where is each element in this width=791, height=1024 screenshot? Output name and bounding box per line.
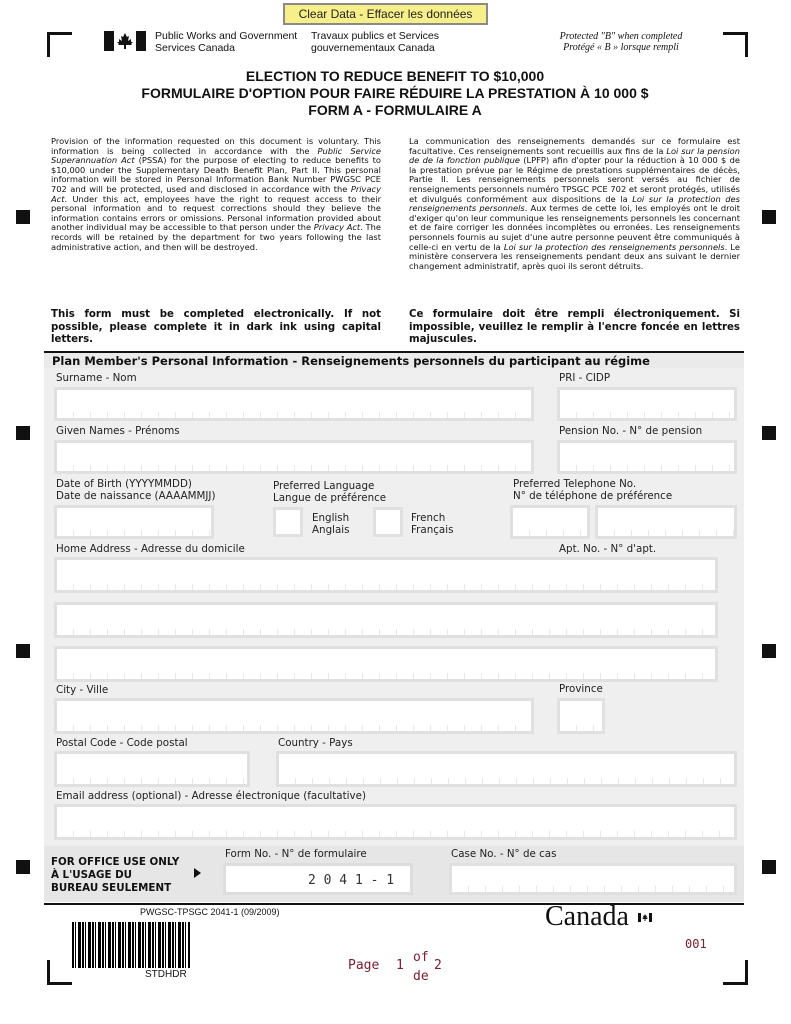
page-of-label: of	[413, 950, 429, 965]
address-line-2-input[interactable]	[54, 602, 718, 638]
country-label: Country - Pays	[278, 737, 353, 749]
case-no-label: Case No. - N° de cas	[451, 848, 557, 860]
email-input[interactable]	[54, 804, 737, 840]
postal-code-input[interactable]	[54, 751, 250, 787]
privacy-statement-fr: La communication des renseignements demandés sur ce formulaire est facultative. Ces renseignements sont recueillis aux fins de la Loi sur la pension de de la fonction publique (LPFP) afin d'opter pour la réduction à 10 000 $ de la prestation prévue par le Régime de prestations supplémentaires de décès, Partie II. Les renseignements personnels seront versés au fichier de renseignements personnels numéro TPSGC PCE 702 et seront protégés, utilisés et divulgués conformément aux dispositions de la Loi sur la protection des renseignements personnels. Aux termes de cette loi, les employés ont le droit d'exiger qu'on leur communique les renseignements personnels les concernant et de faire corriger les données incomplètes ou erronées. Les renseignements personnels fournis au sujet d'une autre personne peuvent être communiqués à celle-ci en vertu de la Loi sur la protection des renseignements personnels. Le ministère conservera les renseignements pendant deux ans suivant le dernier changement administratif, après quoi ils seront détruits.	[409, 136, 741, 271]
registration-square	[16, 426, 30, 440]
form-code: PWGSC-TPSGC 2041-1 (09/2009)	[140, 907, 280, 917]
page-total: 2	[434, 958, 442, 973]
completion-notice-en: This form must be completed electronically. If not possible, please complete it in dark ink using capital letters.	[51, 309, 381, 345]
pension-no-label: Pension No. - N° de pension	[559, 425, 703, 437]
registration-square	[762, 426, 776, 440]
city-label: City - Ville	[56, 684, 109, 696]
corner-mark-top-right	[723, 32, 748, 57]
case-no-input[interactable]	[449, 863, 737, 895]
phone-number-input[interactable]	[595, 505, 737, 539]
pri-label: PRI - CIDP	[559, 372, 611, 384]
given-names-input[interactable]	[54, 440, 534, 474]
surname-label: Surname - Nom	[56, 372, 137, 384]
completion-notice-fr: Ce formulaire doit être rempli électroniquement. Si impossible, veuillez le remplir à l'encre foncée en lettres majuscules.	[409, 309, 740, 345]
city-input[interactable]	[54, 698, 534, 734]
registration-square	[16, 644, 30, 658]
department-name-en: Public Works and Government Services Canada	[155, 30, 298, 54]
pension-no-input[interactable]	[557, 440, 737, 474]
registration-square	[762, 210, 776, 224]
section-title: Plan Member's Personal Information - Renseignements personnels du participant au régime	[44, 351, 744, 368]
corner-mark-bottom-right	[723, 960, 748, 985]
address-line-3-input[interactable]	[54, 646, 718, 682]
form-no-value: 2 0 4 1 - 1	[308, 873, 395, 888]
protected-b-notice: Protected "B" when completed Protégé « B » lorsque rempli	[559, 31, 683, 53]
registration-square	[16, 860, 30, 874]
email-label: Email address (optional) - Adresse électronique (facultative)	[56, 790, 366, 802]
pri-input[interactable]	[557, 387, 737, 421]
province-input[interactable]	[557, 698, 605, 734]
english-checkbox[interactable]	[273, 507, 303, 537]
footer-rule	[44, 903, 744, 905]
postal-code-label: Postal Code - Code postal	[56, 737, 188, 749]
arrow-right-icon	[194, 868, 201, 878]
form-no-label: Form No. - N° de formulaire	[225, 848, 367, 860]
dob-label: Date of Birth (YYYYMMDD) Date de naissance (AAAAMMJJ)	[56, 478, 216, 502]
sequence-number: 001	[685, 937, 707, 951]
phone-area-code-input[interactable]	[510, 505, 590, 539]
department-name-fr: Travaux publics et Services gouvernementaux Canada	[311, 30, 439, 54]
address-line-1-input[interactable]	[54, 557, 718, 593]
registration-square	[762, 644, 776, 658]
home-address-label: Home Address - Adresse du domicile	[56, 543, 245, 555]
french-label: French Français	[411, 512, 454, 536]
clear-data-button[interactable]: Clear Data - Effacer les données	[283, 3, 488, 25]
page-de-label: de	[413, 969, 429, 984]
registration-square	[16, 210, 30, 224]
given-names-label: Given Names - Prénoms	[56, 425, 180, 437]
wordmark-flag-icon	[638, 907, 652, 916]
french-checkbox[interactable]	[373, 507, 403, 537]
page-current: 1	[396, 958, 404, 973]
province-label: Province	[559, 683, 603, 695]
office-use-label: FOR OFFICE USE ONLY À L'USAGE DU BUREAU SEULEMENT	[51, 856, 180, 894]
surname-input[interactable]	[54, 387, 534, 421]
canada-wordmark: Canada	[545, 901, 629, 932]
form-title: ELECTION TO REDUCE BENEFIT TO $10,000 FORMULAIRE D'OPTION POUR FAIRE RÉDUIRE LA PRESTATION À 10 000 $ FORM A - FORMULAIRE A	[141, 68, 649, 118]
country-input[interactable]	[276, 751, 737, 787]
phone-label: Preferred Telephone No. N° de téléphone de préférence	[513, 478, 673, 502]
corner-mark-top-left	[47, 32, 72, 57]
dob-input[interactable]	[54, 505, 214, 539]
english-label: English Anglais	[312, 512, 350, 536]
privacy-statement-en: Provision of the information requested on this document is voluntary. This information is being collected in accordance with the Public Service Superannuation Act (PSSA) for the purpose of electing to reduce benefits to $10,000 under the Supplementary Death Benefit Plan, Part II. This personal information will be stored in Personal Information Bank Number PWGSC PCE 702 and will be protected, used and disclosed in accordance with the Privacy Act. Under this act, employees have the right to request access to their personal information and to request corrections should they believe the information contains errors or omissions. Personal information provided about another individual may be accessible to that person under the Privacy Act. The records will be retained by the department for two years following the last administrative action, and then will be destroyed.	[51, 136, 381, 252]
form-no-field	[223, 863, 413, 895]
canada-flag-icon	[104, 31, 146, 51]
barcode	[72, 922, 190, 968]
registration-square	[762, 860, 776, 874]
corner-mark-bottom-left	[47, 960, 72, 985]
apt-no-label: Apt. No. - N° d'apt.	[559, 543, 657, 555]
language-label: Preferred Language Langue de préférence	[273, 480, 387, 504]
barcode-text: STDHDR	[145, 969, 187, 980]
page-label: Page	[348, 958, 380, 973]
